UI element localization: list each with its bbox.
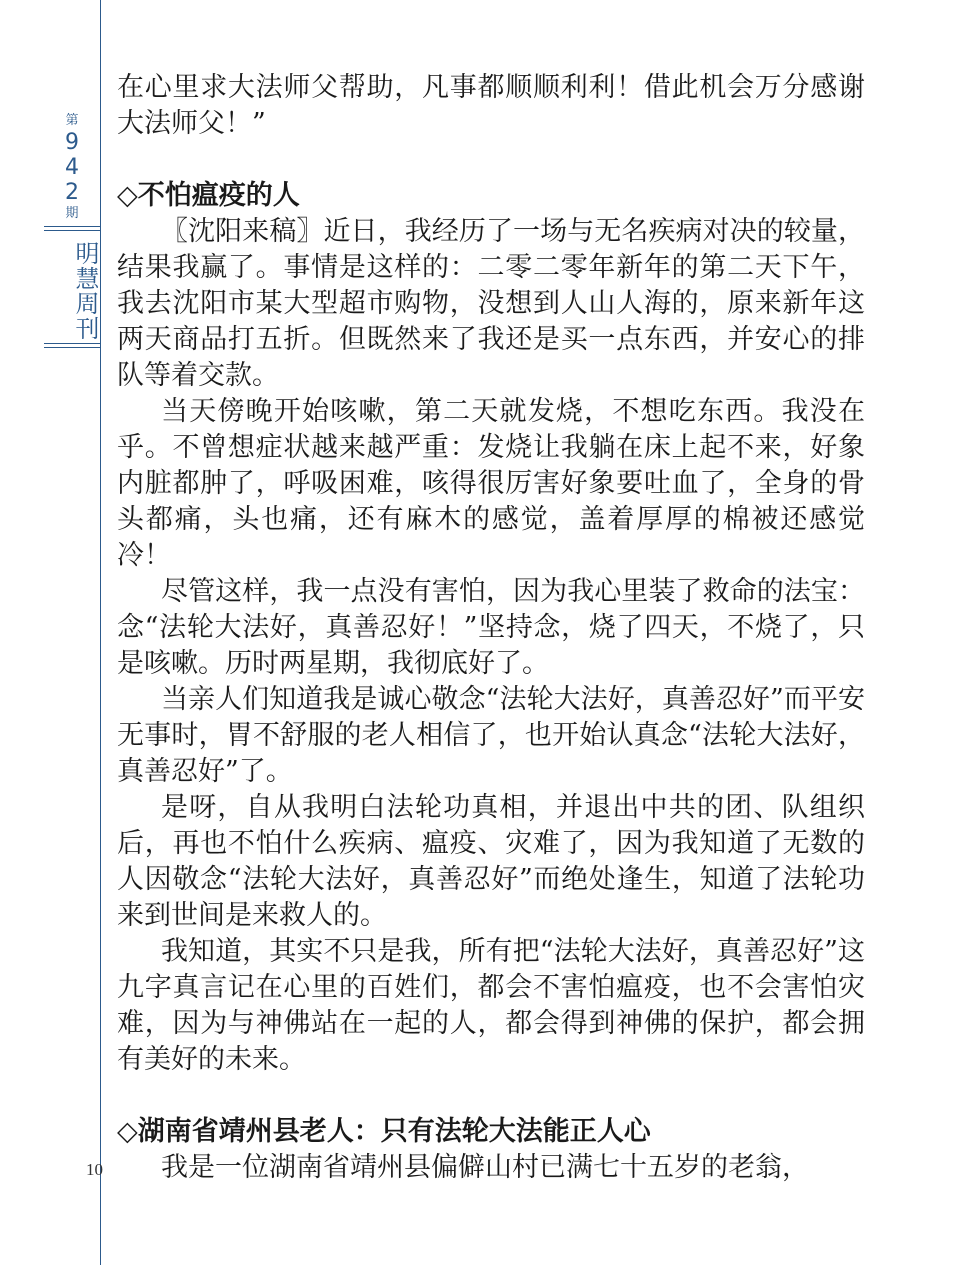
issue-digit: 2 (65, 180, 79, 205)
paragraph: 是呀，自从我明白法轮功真相，并退出中共的团、队组织后，再也不怕什么疾病、瘟疫、灾难了，因为我知道了无数的人因敬念“法轮大法好，真善忍好”而绝处逢生，知道了法轮功来到世间是来救人的。 (117, 792, 865, 931)
page-number: 10 (86, 1160, 103, 1179)
issue-digit: 4 (65, 155, 79, 180)
paragraph: 当天傍晚开始咳嗽，第二天就发烧，不想吃东西。我没在乎。不曾想症状越来越严重：发烧让我躺在床上起不来，好象内脏都肿了，呼吸困难，咳得很厉害好象要吐血了，全身的骨头都痛，头也痛，还有麻木的感觉，盖着厚厚的棉被还感觉冷！ (117, 396, 865, 571)
margin-rule (100, 0, 101, 1265)
article-body (117, 70, 865, 1186)
continued-paragraph: 在心里求大法师父帮助，凡事都顺顺利利！借此机会万分感谢大法师父！” (117, 72, 865, 139)
spacer (117, 142, 865, 178)
issue-prefix: 第 (65, 113, 79, 128)
paragraph: 〖沈阳来稿〗近日，我经历了一场与无名疾病对决的较量，结果我赢了。事情是这样的：二零二零年新年的第二天下午，我去沈阳市某大型超市购物，没想到人山人海的，原来新年这两天商品打五折。但既然来了我还是买一点东西，并安心的排队等着交款。 (117, 216, 865, 391)
section-heading: ◇不怕瘟疫的人 (117, 180, 300, 211)
magazine-title: 明慧周刊 (71, 241, 99, 341)
paragraph: 当亲人们知道我是诚心敬念“法轮大法好，真善忍好”而平安无事时，胃不舒服的老人相信了，也开始认真念“法轮大法好，真善忍好”了。 (117, 684, 865, 787)
paragraph: 我知道，其实不只是我，所有把“法轮大法好，真善忍好”这九字真言记在心里的百姓们，都会不害怕瘟疫，也不会害怕灾难，因为与神佛站在一起的人，都会得到神佛的保护，都会拥有美好的未来。 (117, 936, 865, 1075)
issue-number (44, 112, 100, 223)
issue-suffix: 期 (65, 206, 79, 221)
section-heading: ◇湖南省靖州县老人：只有法轮大法能正人心 (117, 1116, 651, 1147)
paragraph: 尽管这样，我一点没有害怕，因为我心里装了救命的法宝：念“法轮大法好，真善忍好！”坚持念，烧了四天，不烧了，只是咳嗽。历时两星期，我彻底好了。 (117, 576, 865, 679)
spacer (117, 1078, 865, 1114)
issue-digit: 9 (65, 130, 79, 155)
paragraph: 我是一位湖南省靖州县偏僻山村已满七十五岁的老翁， (161, 1152, 809, 1183)
magazine-title-box (44, 226, 100, 348)
